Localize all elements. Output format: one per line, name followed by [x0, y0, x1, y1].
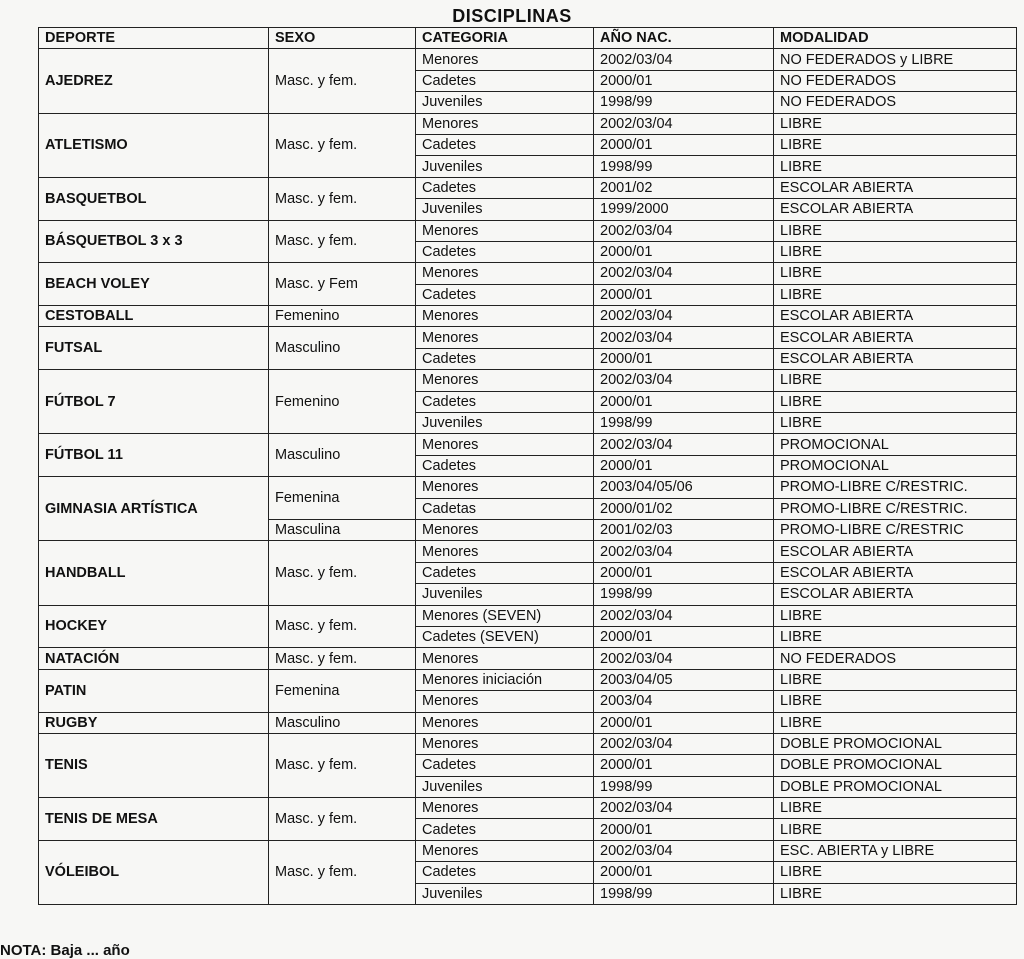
- cell-ano-nac: 1998/99: [594, 413, 774, 434]
- cell-ano-nac: 2000/01: [594, 819, 774, 840]
- cell-modalidad: LIBRE: [774, 156, 1017, 177]
- table-row: [39, 327, 1017, 348]
- cell-modalidad: LIBRE: [774, 284, 1017, 305]
- cell-modalidad: PROMO-LIBRE C/RESTRIC: [774, 519, 1017, 540]
- cell-deporte: TENIS: [39, 733, 269, 797]
- table-row: [39, 733, 1017, 754]
- cell-ano-nac: 2000/01: [594, 712, 774, 733]
- cell-modalidad: LIBRE: [774, 862, 1017, 883]
- cell-sexo: Masc. y fem.: [269, 541, 416, 605]
- cell-categoria: Menores: [416, 434, 594, 455]
- cell-categoria: Cadetes: [416, 134, 594, 155]
- page-title: DISCIPLINAS: [452, 6, 572, 26]
- cell-categoria: Cadetas: [416, 498, 594, 519]
- cell-sexo: Femenina: [269, 477, 416, 520]
- table-row: [39, 113, 1017, 134]
- cell-sexo: Masc. y fem.: [269, 49, 416, 113]
- cell-modalidad: PROMO-LIBRE C/RESTRIC.: [774, 498, 1017, 519]
- cell-ano-nac: 2002/03/04: [594, 220, 774, 241]
- cell-ano-nac: 1999/2000: [594, 199, 774, 220]
- cell-sexo: Masculino: [269, 434, 416, 477]
- cell-ano-nac: 2003/04: [594, 691, 774, 712]
- cell-categoria: Cadetes: [416, 391, 594, 412]
- cell-categoria: Menores: [416, 541, 594, 562]
- cell-modalidad: LIBRE: [774, 605, 1017, 626]
- cell-deporte: AJEDREZ: [39, 49, 269, 113]
- cell-categoria: Cadetes: [416, 177, 594, 198]
- cell-modalidad: NO FEDERADOS: [774, 92, 1017, 113]
- cell-ano-nac: 2000/01: [594, 70, 774, 91]
- cell-deporte: BEACH VOLEY: [39, 263, 269, 306]
- cell-modalidad: ESCOLAR ABIERTA: [774, 306, 1017, 327]
- cell-sexo: Femenino: [269, 306, 416, 327]
- cell-modalidad: ESC. ABIERTA y LIBRE: [774, 840, 1017, 861]
- cell-sexo: Masculina: [269, 519, 416, 540]
- cell-ano-nac: 2002/03/04: [594, 263, 774, 284]
- table-row: [39, 541, 1017, 562]
- cell-categoria: Menores: [416, 327, 594, 348]
- cell-modalidad: ESCOLAR ABIERTA: [774, 562, 1017, 583]
- cell-ano-nac: 2000/01/02: [594, 498, 774, 519]
- cell-ano-nac: 2003/04/05: [594, 669, 774, 690]
- cell-deporte: ATLETISMO: [39, 113, 269, 177]
- cell-sexo: Masc. y fem.: [269, 733, 416, 797]
- table-row: [39, 648, 1017, 669]
- cell-deporte: HANDBALL: [39, 541, 269, 605]
- cell-ano-nac: 2002/03/04: [594, 840, 774, 861]
- cell-deporte: GIMNASIA ARTÍSTICA: [39, 477, 269, 541]
- cell-categoria: Menores: [416, 712, 594, 733]
- table-row: [39, 798, 1017, 819]
- cell-modalidad: ESCOLAR ABIERTA: [774, 348, 1017, 369]
- table-row: [39, 306, 1017, 327]
- cell-ano-nac: 2003/04/05/06: [594, 477, 774, 498]
- cell-sexo: Femenina: [269, 669, 416, 712]
- cell-modalidad: DOBLE PROMOCIONAL: [774, 776, 1017, 797]
- cell-modalidad: LIBRE: [774, 819, 1017, 840]
- cell-categoria: Cadetes: [416, 455, 594, 476]
- cell-ano-nac: 2001/02/03: [594, 519, 774, 540]
- cell-categoria: Cadetes: [416, 70, 594, 91]
- cell-deporte: VÓLEIBOL: [39, 840, 269, 904]
- cell-categoria: Menores: [416, 370, 594, 391]
- cell-modalidad: DOBLE PROMOCIONAL: [774, 733, 1017, 754]
- cell-ano-nac: 1998/99: [594, 156, 774, 177]
- cell-ano-nac: 2002/03/04: [594, 798, 774, 819]
- cell-ano-nac: 2002/03/04: [594, 370, 774, 391]
- cell-modalidad: LIBRE: [774, 241, 1017, 262]
- cell-ano-nac: 2000/01: [594, 241, 774, 262]
- cell-sexo: Masc. y fem.: [269, 177, 416, 220]
- cell-sexo: Masc. y fem.: [269, 798, 416, 841]
- cell-deporte: CESTOBALL: [39, 306, 269, 327]
- cell-ano-nac: 1998/99: [594, 883, 774, 904]
- cell-ano-nac: 2002/03/04: [594, 541, 774, 562]
- cell-categoria: Menores: [416, 840, 594, 861]
- cell-sexo: Masc. y Fem: [269, 263, 416, 306]
- cell-deporte: HOCKEY: [39, 605, 269, 648]
- cell-ano-nac: 1998/99: [594, 92, 774, 113]
- table-row: [39, 840, 1017, 861]
- cell-categoria: Menores: [416, 798, 594, 819]
- cell-categoria: Menores: [416, 263, 594, 284]
- cell-ano-nac: 2001/02: [594, 177, 774, 198]
- cell-categoria: Menores: [416, 477, 594, 498]
- cell-ano-nac: 2000/01: [594, 862, 774, 883]
- table-row: [39, 263, 1017, 284]
- cell-sexo: Masc. y fem.: [269, 113, 416, 177]
- cell-categoria: Juveniles: [416, 413, 594, 434]
- header-ano-nac: AÑO NAC.: [594, 28, 774, 49]
- cell-ano-nac: 2000/01: [594, 348, 774, 369]
- cell-ano-nac: 2000/01: [594, 391, 774, 412]
- cell-modalidad: ESCOLAR ABIERTA: [774, 327, 1017, 348]
- cell-modalidad: LIBRE: [774, 391, 1017, 412]
- header-sexo: SEXO: [269, 28, 416, 49]
- cell-deporte: PATIN: [39, 669, 269, 712]
- cell-ano-nac: 2002/03/04: [594, 49, 774, 70]
- table-row: [39, 605, 1017, 626]
- cell-modalidad: ESCOLAR ABIERTA: [774, 584, 1017, 605]
- cell-ano-nac: 1998/99: [594, 776, 774, 797]
- cell-categoria: Cadetes: [416, 241, 594, 262]
- cell-modalidad: LIBRE: [774, 220, 1017, 241]
- cell-categoria: Cadetes: [416, 348, 594, 369]
- cell-ano-nac: 2002/03/04: [594, 306, 774, 327]
- cell-categoria: Cadetes: [416, 284, 594, 305]
- cell-categoria: Juveniles: [416, 156, 594, 177]
- cell-modalidad: LIBRE: [774, 413, 1017, 434]
- cell-categoria: Menores: [416, 691, 594, 712]
- cell-categoria: Menores: [416, 648, 594, 669]
- cell-ano-nac: 2000/01: [594, 626, 774, 647]
- cell-deporte: TENIS DE MESA: [39, 798, 269, 841]
- cell-categoria: Juveniles: [416, 584, 594, 605]
- header-modalidad: MODALIDAD: [774, 28, 1017, 49]
- cell-modalidad: ESCOLAR ABIERTA: [774, 199, 1017, 220]
- cell-modalidad: LIBRE: [774, 370, 1017, 391]
- cell-ano-nac: 1998/99: [594, 584, 774, 605]
- cell-categoria: Cadetes: [416, 562, 594, 583]
- cell-deporte: BÁSQUETBOL 3 x 3: [39, 220, 269, 263]
- cell-modalidad: PROMO-LIBRE C/RESTRIC.: [774, 477, 1017, 498]
- cell-categoria: Juveniles: [416, 776, 594, 797]
- cell-modalidad: NO FEDERADOS: [774, 648, 1017, 669]
- cell-modalidad: PROMOCIONAL: [774, 434, 1017, 455]
- cell-sexo: Masculino: [269, 327, 416, 370]
- cell-sexo: Masc. y fem.: [269, 605, 416, 648]
- cell-sexo: Femenino: [269, 370, 416, 434]
- cell-ano-nac: 2000/01: [594, 134, 774, 155]
- table-row: [39, 477, 1017, 498]
- cell-modalidad: LIBRE: [774, 134, 1017, 155]
- cell-sexo: Masc. y fem.: [269, 220, 416, 263]
- cell-ano-nac: 2002/03/04: [594, 434, 774, 455]
- cell-sexo: Masculino: [269, 712, 416, 733]
- cell-ano-nac: 2002/03/04: [594, 733, 774, 754]
- cell-categoria: Juveniles: [416, 883, 594, 904]
- cell-modalidad: ESCOLAR ABIERTA: [774, 177, 1017, 198]
- cell-ano-nac: 2002/03/04: [594, 327, 774, 348]
- cell-modalidad: ESCOLAR ABIERTA: [774, 541, 1017, 562]
- cell-categoria: Menores: [416, 733, 594, 754]
- table-row: [39, 434, 1017, 455]
- table-row: [39, 370, 1017, 391]
- cell-ano-nac: 2002/03/04: [594, 113, 774, 134]
- cell-categoria: Menores: [416, 49, 594, 70]
- cell-deporte: FUTSAL: [39, 327, 269, 370]
- cell-modalidad: LIBRE: [774, 883, 1017, 904]
- cell-categoria: Menores: [416, 306, 594, 327]
- cell-ano-nac: 2000/01: [594, 755, 774, 776]
- cell-modalidad: PROMOCIONAL: [774, 455, 1017, 476]
- header-deporte: DEPORTE: [39, 28, 269, 49]
- table-row: [39, 669, 1017, 690]
- cell-sexo: Masc. y fem.: [269, 840, 416, 904]
- cell-modalidad: LIBRE: [774, 691, 1017, 712]
- table-row: [39, 712, 1017, 733]
- table-header-row: [39, 28, 1017, 49]
- cell-modalidad: LIBRE: [774, 626, 1017, 647]
- cell-categoria: Cadetes (SEVEN): [416, 626, 594, 647]
- cell-ano-nac: 2000/01: [594, 455, 774, 476]
- cell-categoria: Cadetes: [416, 819, 594, 840]
- cell-modalidad: LIBRE: [774, 712, 1017, 733]
- cell-modalidad: NO FEDERADOS y LIBRE: [774, 49, 1017, 70]
- cell-modalidad: LIBRE: [774, 263, 1017, 284]
- table-body: [39, 49, 1017, 905]
- cell-categoria: Menores: [416, 519, 594, 540]
- cell-categoria: Menores iniciación: [416, 669, 594, 690]
- cell-modalidad: LIBRE: [774, 798, 1017, 819]
- cell-ano-nac: 2002/03/04: [594, 648, 774, 669]
- cell-categoria: Menores: [416, 220, 594, 241]
- cell-categoria: Cadetes: [416, 755, 594, 776]
- cell-deporte: FÚTBOL 7: [39, 370, 269, 434]
- cell-modalidad: LIBRE: [774, 669, 1017, 690]
- cell-deporte: BASQUETBOL: [39, 177, 269, 220]
- disciplines-table: [38, 27, 1017, 905]
- cell-categoria: Menores (SEVEN): [416, 605, 594, 626]
- cell-modalidad: DOBLE PROMOCIONAL: [774, 755, 1017, 776]
- header-categoria: CATEGORIA: [416, 28, 594, 49]
- cell-categoria: Cadetes: [416, 862, 594, 883]
- cell-ano-nac: 2000/01: [594, 284, 774, 305]
- cell-categoria: Menores: [416, 113, 594, 134]
- cell-categoria: Juveniles: [416, 199, 594, 220]
- table-row: [39, 177, 1017, 198]
- cell-deporte: RUGBY: [39, 712, 269, 733]
- cell-deporte: FÚTBOL 11: [39, 434, 269, 477]
- cell-categoria: Juveniles: [416, 92, 594, 113]
- table-row: [39, 220, 1017, 241]
- cell-ano-nac: 2000/01: [594, 562, 774, 583]
- table-row: [39, 49, 1017, 70]
- cell-modalidad: NO FEDERADOS: [774, 70, 1017, 91]
- cell-modalidad: LIBRE: [774, 113, 1017, 134]
- cell-sexo: Masc. y fem.: [269, 648, 416, 669]
- cell-deporte: NATACIÓN: [39, 648, 269, 669]
- note-text: NOTA: Baja ... año: [0, 942, 130, 959]
- cell-ano-nac: 2002/03/04: [594, 605, 774, 626]
